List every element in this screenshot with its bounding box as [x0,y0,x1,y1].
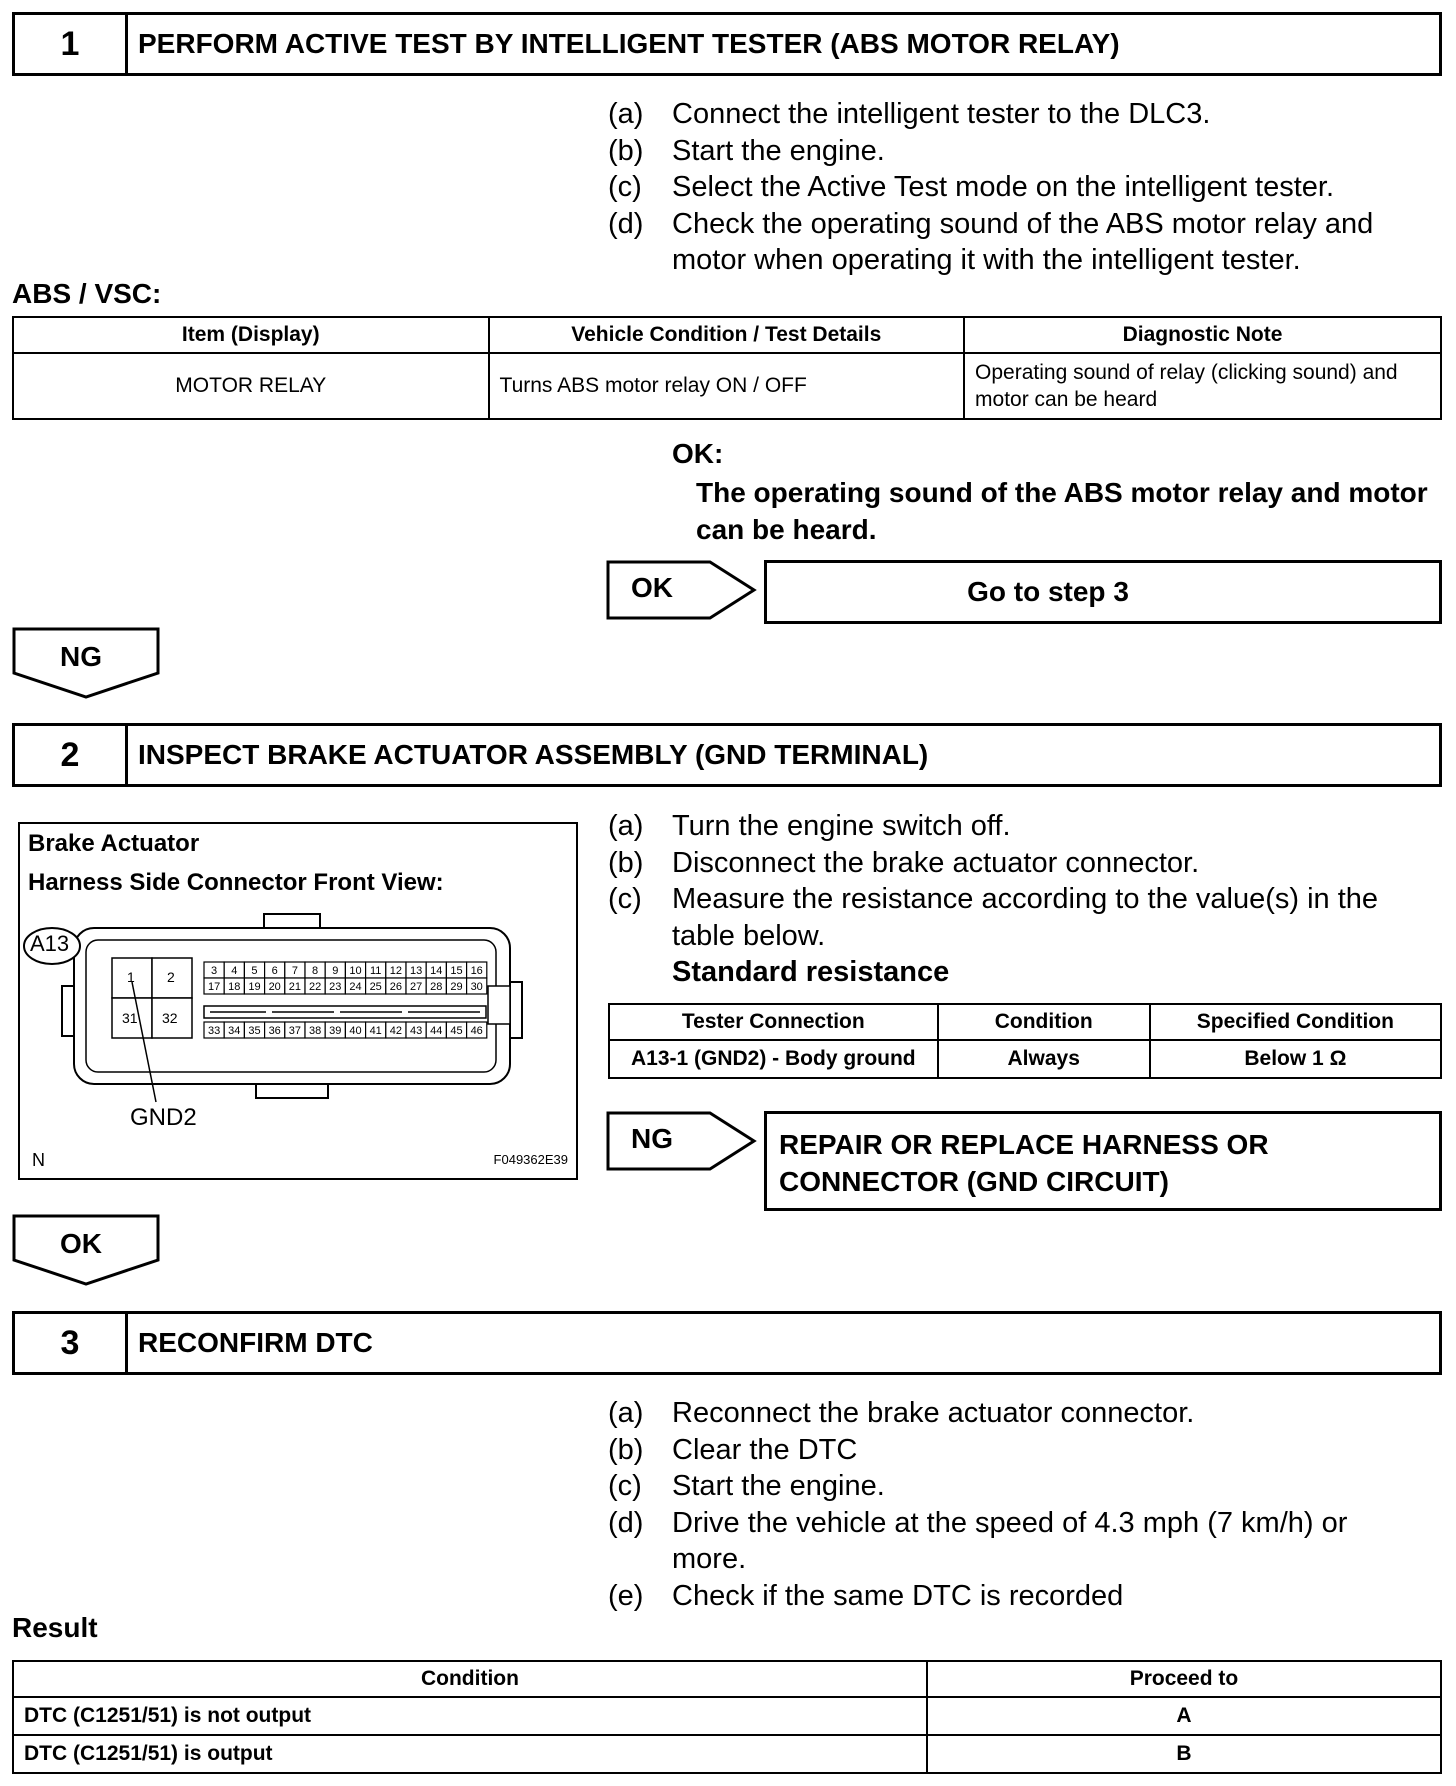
standard-label: Standard resistance [672,956,950,988]
pin-label: 26 [389,981,403,993]
pin-label: 17 [207,981,221,993]
pin-label: 36 [268,1025,281,1037]
pin-label: 25 [369,981,382,993]
list-item [608,206,1438,279]
ok-criteria: The operating sound of the ABS motor relay and motor can be heard. [696,477,1428,545]
item-letter: (a) [608,810,644,842]
pin-label: 39 [329,1025,342,1037]
table-cell: DTC (C1251/51) is not output [13,1697,927,1735]
step1-title: PERFORM ACTIVE TEST BY INTELLIGENT TESTER (ABS MOTOR RELAY) [138,28,1120,59]
pin-label: 8 [312,965,319,977]
result-table [12,1660,1442,1774]
item-text: Measure the resistance according to the value(s) in the table below. [672,883,1379,952]
table-row [609,1040,1441,1078]
list-item [608,96,1438,133]
table-row [13,353,1441,419]
table-cell: B [927,1735,1441,1773]
pin-label: 31 [122,1010,138,1026]
corner-label: N [32,1150,45,1170]
pin-label: 43 [409,1025,423,1037]
item-letter: (c) [608,1470,642,1502]
item-letter: (b) [608,1433,644,1466]
pin-label: 11 [369,965,382,977]
table-cell: DTC (C1251/51) is output [13,1735,927,1773]
table-header-row [13,317,1441,353]
section-label: ABS / VSC: [12,278,162,309]
gnd2-label: GND2 [130,1104,197,1131]
ng-arrow-button[interactable] [606,1111,758,1171]
list-item [608,1505,1438,1578]
pin-label: 19 [248,981,261,993]
item-text: Check the operating sound of the ABS motor relay and motor when operating it with the intelligent tester. [672,207,1374,276]
step1-number: 1 [15,15,128,73]
item-letter: (d) [608,207,644,240]
item-text: Drive the vehicle at the speed of 4.3 mph (7 km/h) or more. [672,1506,1348,1575]
pin-label: 6 [271,965,278,977]
item-text: Start the engine. [672,1470,885,1502]
ok-arrow-label: OK [60,1228,102,1259]
pin-label: 29 [450,981,463,993]
pin-label: 22 [308,981,322,993]
pin-label: 10 [349,965,362,977]
item-text: Clear the DTC [672,1433,858,1466]
table-header-row [609,1004,1441,1040]
pin-label: 45 [450,1025,463,1037]
table-cell: Operating sound of relay (clicking sound) and motor can be heard [964,353,1441,419]
pin-label: 24 [349,981,362,993]
pin-label: 3 [211,965,218,977]
connector-id: A13 [30,931,70,956]
item-letter: (c) [608,171,642,203]
pin-label: 15 [450,965,463,977]
pin-label: 41 [369,1025,382,1037]
repair-box: REPAIR OR REPLACE HARNESS OR CONNECTOR (GND CIRCUIT) [764,1111,1442,1211]
table-header: Specified Condition [1150,1004,1441,1040]
item-letter: (a) [608,1397,644,1429]
step1-instructions [608,96,1438,279]
list-item [608,808,1438,845]
item-letter: (b) [608,846,644,879]
ok-arrow-button[interactable] [606,560,758,620]
table-row [13,1697,1441,1735]
arrow-right-icon [606,560,758,620]
item-text: Select the Active Test mode on the intelligent tester. [672,171,1335,203]
ng-arrow-label: NG [631,1123,673,1154]
list-item [608,1432,1438,1469]
ng-arrow-button[interactable] [12,627,160,699]
table-header: Proceed to [927,1661,1441,1697]
step3-number: 3 [15,1314,128,1372]
ok-arrow-label: OK [631,572,673,603]
item-text: Reconnect the brake actuator connector. [672,1397,1195,1429]
list-item [608,1578,1438,1615]
active-test-table [12,316,1442,420]
item-text: Check if the same DTC is recorded [672,1579,1124,1612]
ok-label: OK: [672,438,724,469]
pin-label: 38 [308,1025,322,1037]
pin-label: 12 [389,965,403,977]
item-text: Turn the engine switch off. [672,810,1011,842]
pin-label: 33 [207,1025,221,1037]
pin-label: 35 [248,1025,261,1037]
step2-instructions [608,808,1438,991]
list-item [608,954,1438,991]
pin-label: 44 [430,1025,443,1037]
table-header: Condition [13,1661,927,1697]
item-text: Disconnect the brake actuator connector. [672,846,1200,879]
table-cell: Always [938,1040,1150,1078]
table-header: Vehicle Condition / Test Details [489,317,965,353]
table-header: Tester Connection [609,1004,938,1040]
list-item [608,169,1438,206]
pin-label: 40 [349,1025,362,1037]
go-to-step3-box: Go to step 3 [764,560,1442,624]
step3-title: RECONFIRM DTC [138,1327,373,1358]
item-text: Start the engine. [672,134,885,167]
table-cell: Below 1 Ω [1150,1040,1441,1078]
pin-label: 42 [389,1025,403,1037]
step1-header [12,12,1442,76]
diagram-title: Brake Actuator [28,830,200,857]
pin-label: 30 [470,981,483,993]
table-header: Item (Display) [13,317,489,353]
pin-label: 16 [470,965,483,977]
step2-title: INSPECT BRAKE ACTUATOR ASSEMBLY (GND TERMINAL) [138,739,929,770]
step3-instructions [608,1395,1438,1614]
item-letter: (c) [608,883,642,915]
item-text: Connect the intelligent tester to the DLC3. [672,98,1211,130]
figure-code: F049362E39 [493,1152,568,1167]
arrow-right-icon [606,1111,758,1171]
step2-number: 2 [15,726,128,784]
diagram-subtitle: Harness Side Connector Front View: [28,869,444,896]
table-cell: A [927,1697,1441,1735]
pin-label: 34 [228,1025,241,1037]
pin-label: 27 [409,981,423,993]
pin-label: 13 [409,965,423,977]
item-letter: (e) [608,1579,644,1612]
pin-label: 32 [162,1010,178,1026]
resistance-table [608,1003,1442,1079]
table-cell: Turns ABS motor relay ON / OFF [489,353,965,419]
pin-label: 28 [430,981,443,993]
list-item [608,1468,1438,1505]
table-cell: MOTOR RELAY [13,353,489,419]
item-letter: (a) [608,98,644,130]
pin-label: 1 [127,969,135,985]
table-header-row [13,1661,1441,1697]
pin-label: 7 [291,965,298,977]
list-item [608,1395,1438,1432]
connector-drawing [20,824,576,1178]
item-letter: (b) [608,134,644,167]
table-header: Diagnostic Note [964,317,1441,353]
pin-label: 46 [470,1025,483,1037]
item-letter: (d) [608,1506,644,1539]
pin-label: 14 [430,965,443,977]
list-item [608,845,1438,882]
list-item [608,881,1438,954]
step2-header [12,723,1442,787]
table-row [13,1735,1441,1773]
pin-label: 5 [251,965,258,977]
pin-label: 4 [231,965,238,977]
pin-label: 18 [228,981,241,993]
list-item [608,133,1438,170]
pin-label: 2 [167,969,175,985]
ng-arrow-label: NG [60,641,102,672]
table-header: Condition [938,1004,1150,1040]
pin-label: 21 [288,981,302,993]
connector-diagram [18,822,578,1180]
pin-label: 9 [332,965,339,977]
pin-label: 37 [288,1025,302,1037]
ok-arrow-button[interactable] [12,1214,160,1286]
step3-header [12,1311,1442,1375]
pin-label: 20 [268,981,281,993]
table-cell: A13-1 (GND2) - Body ground [609,1040,938,1078]
pin-label: 23 [329,981,342,993]
result-label: Result [12,1612,98,1643]
